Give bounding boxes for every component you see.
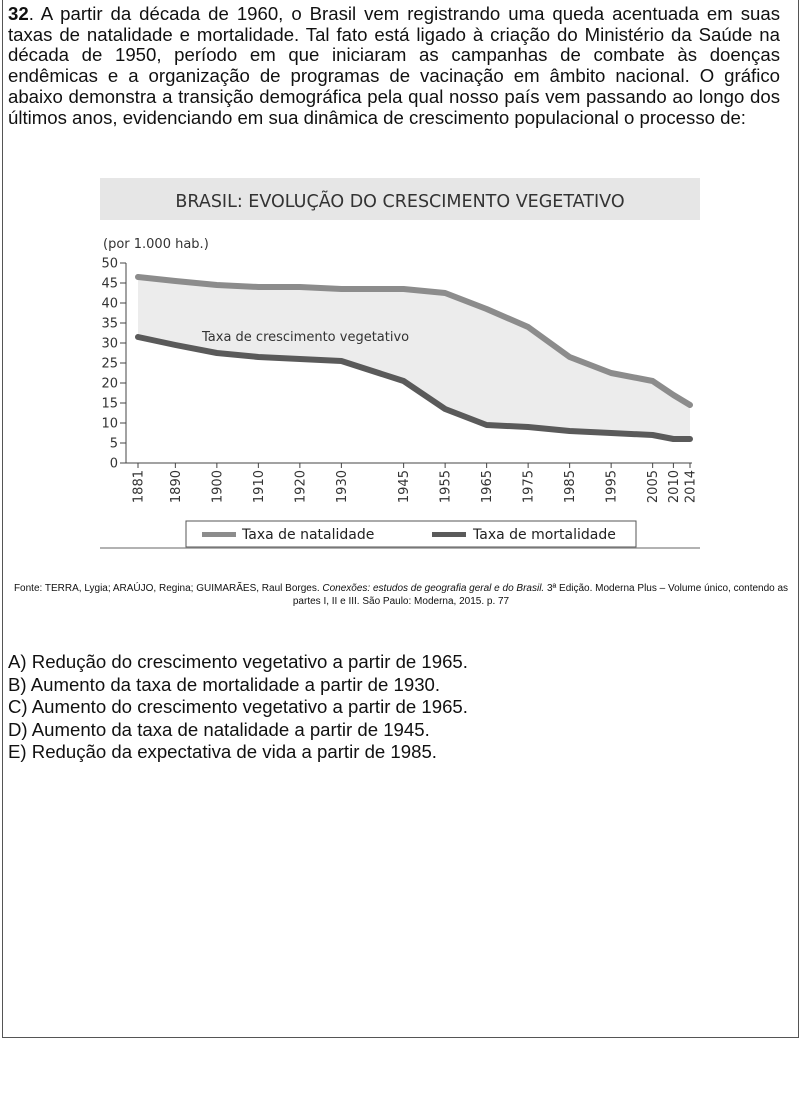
x-tick-label: 1975 [521, 470, 537, 504]
y-tick-label: 5 [109, 436, 118, 452]
x-tick-label: 2010 [666, 470, 682, 504]
x-tick-label: 1910 [251, 470, 267, 504]
legend-label-natalidade: Taxa de natalidade [242, 527, 375, 543]
x-tick-label: 1995 [604, 470, 620, 504]
source-prefix: Fonte: TERRA, Lygia; ARAÚJO, Regina; GUIMARÃES, Raul Borges. [13, 583, 323, 594]
x-tick-label: 1920 [293, 470, 309, 504]
growth-area-label: Taxa de crescimento vegetativo [202, 330, 410, 345]
y-tick-label: 10 [101, 416, 118, 432]
y-tick-label: 15 [101, 396, 118, 412]
legend-swatch-natalidade [202, 532, 236, 537]
y-tick-label: 30 [101, 336, 118, 352]
question-statement: . A partir da década de 1960, o Brasil vem registrando uma queda acentuada em suas taxas de natalidade e mortalidade. Tal fato está ligado à criação do Ministério da Saúde na década de 1950, período em que iniciaram as campanhas de combate às doenças endêmicas e a organização de programas de vacinação em âmbito nacional. O gráfico abaixo demonstra a transição demográfica pela qual nosso país vem passando ao longo dos últimos anos, evidenciando em sua dinâmica de crescimento populacional o processo de: [8, 3, 780, 128]
option-d[interactable]: D) Aumento da taxa de natalidade a partir de 1945. [8, 718, 430, 740]
chart [80, 178, 720, 558]
x-tick-label: 1900 [210, 470, 226, 504]
x-tick-label: 1930 [334, 470, 350, 504]
y-tick-label: 35 [101, 316, 118, 332]
answer-options [8, 651, 468, 764]
legend-label-mortalidade: Taxa de mortalidade [473, 527, 616, 543]
option-a[interactable]: A) Redução do crescimento vegetativo a partir de 1965. [8, 651, 468, 672]
legend-swatch-mortalidade [432, 532, 466, 537]
y-tick-label: 40 [101, 296, 118, 312]
option-b[interactable]: B) Aumento da taxa de mortalidade a partir de 1930. [8, 673, 441, 695]
y-tick-label: 50 [101, 256, 118, 272]
y-tick-label: 45 [101, 276, 118, 292]
y-axis-label: (por 1.000 hab.) [103, 237, 209, 252]
y-tick-label: 25 [101, 356, 118, 372]
x-tick-label: 1890 [168, 470, 184, 504]
growth-area [138, 277, 690, 439]
source-citation [12, 583, 790, 608]
x-tick-label: 1945 [397, 470, 413, 504]
option-e[interactable]: E) Redução da expectativa de vida a partir de 1985. [8, 741, 437, 763]
y-tick-label: 20 [101, 376, 118, 392]
chart-title: BRASIL: EVOLUÇÃO DO CRESCIMENTO VEGETATIVO [175, 192, 625, 212]
x-tick-label: 1955 [438, 470, 454, 504]
source-suffix: 3ª Edição. Moderna Plus – Volume único, contendo as partes I, II e III. São Paulo: Moderna, 2015. p. 77 [292, 583, 789, 607]
x-tick-label: 2014 [683, 470, 699, 504]
question-text [8, 4, 780, 128]
y-tick-label: 0 [109, 456, 118, 472]
source-title: Conexões: estudos de geografia geral e do Brasil. [322, 583, 545, 594]
x-tick-label: 1985 [563, 470, 579, 504]
x-tick-label: 1881 [131, 470, 147, 504]
x-tick-label: 1965 [480, 470, 496, 504]
question-number: 32 [8, 3, 29, 24]
x-tick-label: 2005 [646, 470, 662, 504]
option-c[interactable]: C) Aumento do crescimento vegetativo a partir de 1965. [8, 696, 468, 718]
